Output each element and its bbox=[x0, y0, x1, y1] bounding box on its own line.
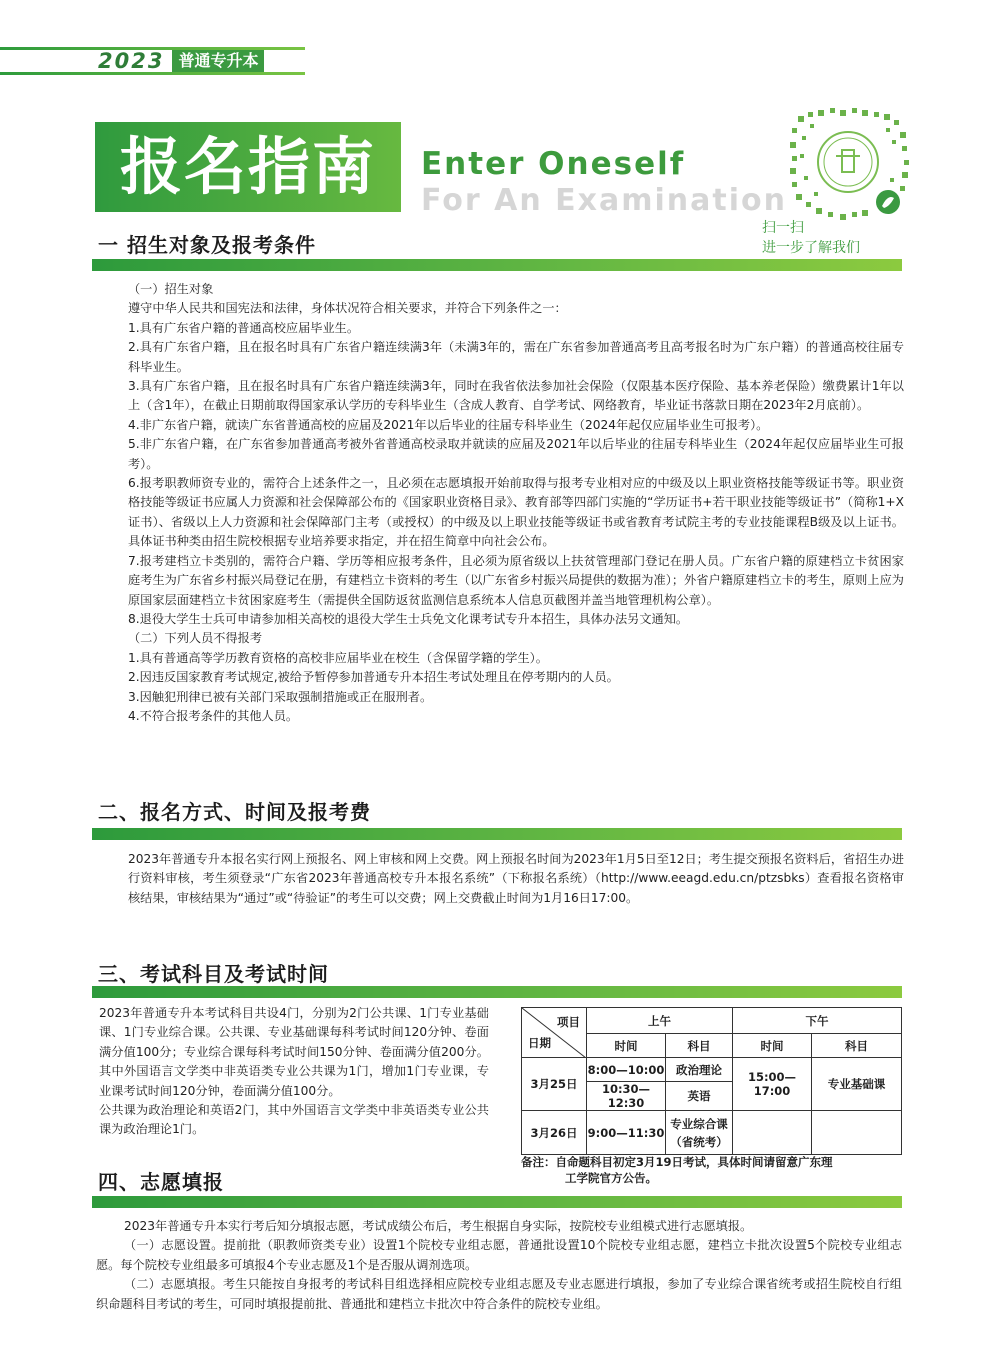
paragraph: 4.不符合报考条件的其他人员。 bbox=[128, 708, 299, 723]
table-note-line: 工学院官方公告。 bbox=[565, 1171, 657, 1185]
section1-heading: 一 招生对象及报考条件 bbox=[98, 233, 316, 257]
table-subject-cell: 英语 bbox=[666, 1082, 733, 1111]
paragraph: 2.因违反国家教育考试规定,被给予暂停参加普通专升本招生考试处理且在停考期内的人员。 bbox=[128, 670, 619, 685]
paragraph: 5.非广东省户籍，在广东省参加普通高考被外省普通高校录取并就读的应届及2021年以后毕业的往届专科毕业生（2024年起仅应届毕业生可报考）。 bbox=[128, 437, 904, 471]
table-time-cell: 9:00—11:30 bbox=[587, 1111, 666, 1155]
table-empty-cell bbox=[733, 1111, 812, 1155]
table-col-time: 时间 bbox=[733, 1034, 812, 1058]
paragraph: 8.退役大学生士兵可申请参加相关高校的退役大学生士兵免文化课考试专升本招生，具体办法另文通知。 bbox=[128, 611, 689, 626]
qr-code[interactable] bbox=[790, 106, 910, 222]
table-date-cell: 3月25日 bbox=[522, 1058, 587, 1111]
paragraph: 7.报考建档立卡类别的，需符合户籍、学历等相应报考条件，且必须为原省级以上扶贫管理部门登记在册人员。广东省户籍的原建档立卡贫困家庭考生为广东省乡村振兴局登记在册，有建档立卡资料的考生（以广东省乡村振兴局提供的数据为准）；外省户籍原建档立卡的考生，原则上应为原国家层面建档立卡贫困家庭考生（需提供全国防返贫监测信息系统本人信息页截图并盖当地管理机构公章）。 bbox=[128, 553, 904, 607]
section2-heading: 二、报名方式、时间及报考费 bbox=[98, 800, 371, 824]
qr-caption-learn-more: 进一步了解我们 bbox=[762, 240, 860, 256]
paragraph: 2023年普通专升本实行考后知分填报志愿，考试成绩公布后，考生根据自身实际，按院校专业组模式进行志愿填报。 bbox=[124, 1219, 753, 1233]
paragraph: （二）志愿填报。考生只能按自身报考的考试科目组选择相应院校专业组志愿及专业志愿进行填报，参加了专业综合课省统考或招生院校自行组织命题科目考试的考生，可同时填报提前批、普通批和建档立卡批次中符合条件的院校专业组。 bbox=[96, 1277, 902, 1311]
table-time-cell: 15:00—17:00 bbox=[733, 1058, 812, 1111]
qr-code-graphic bbox=[790, 106, 910, 222]
table-subject-cell: 专业基础课 bbox=[812, 1058, 902, 1111]
table-col-time: 时间 bbox=[587, 1034, 666, 1058]
section1-body bbox=[128, 280, 904, 726]
section4-body bbox=[96, 1217, 902, 1314]
table-subject-line: （省统考） bbox=[670, 1134, 728, 1149]
qr-caption-scan: 扫一扫 bbox=[762, 220, 804, 236]
table-time-cell: 10:30—12:30 bbox=[587, 1082, 666, 1111]
table-date-cell: 3月26日 bbox=[522, 1111, 587, 1155]
table-header-am: 上午 bbox=[587, 1008, 733, 1034]
table-corner-top: 项目 bbox=[557, 1015, 580, 1029]
table-col-subject: 科目 bbox=[666, 1034, 733, 1058]
header-tag bbox=[98, 50, 264, 72]
table-corner-bottom: 日期 bbox=[528, 1036, 551, 1050]
section1-bar bbox=[92, 259, 902, 271]
paragraph: （一）志愿设置。提前批（职教师资类专业）设置1个院校专业组志愿，普通批设置10个院校专业组志愿，建档立卡批次设置5个院校专业组志愿。每个院校专业组最多可填报4个专业志愿及1个是否服从调剂选项。 bbox=[96, 1238, 902, 1272]
paragraph: 2023年普通专升本报名实行网上预报名、网上审核和网上交费。网上预报名时间为2023年1月5日至12日；考生提交预报名资料后，省招生办进行资料审核，考生须登录“广东省2023年普通高校专升本报名系统”（下称报名系统）（http://www.eeagd.edu.cn/ptzsbks）查看报名资格审核结果，审核结果为“通过”或“待验证”的考生可以交费；网上交费截止时间为1月16日17:00。 bbox=[128, 852, 904, 905]
paragraph: （一）招生对象 bbox=[128, 282, 214, 296]
header-subtitle: 普通专升本 bbox=[172, 50, 264, 72]
page-title: 报名指南 bbox=[119, 130, 376, 203]
paragraph: 3.具有广东省户籍，且在报名时具有广东省户籍连续满3年，同时在我省依法参加社会保险（仅限基本医疗保险、基本养老保险）缴费累计1年以上（含1年），在截止日期前取得国家承认学历的专科毕业生（含成人教育、自学考试、网络教育，毕业证书落款日期在2023年2月底前）。 bbox=[128, 379, 904, 413]
table-empty-cell bbox=[812, 1111, 902, 1155]
table-subject-cell bbox=[666, 1111, 733, 1155]
paragraph: 1.具有普通高等学历教育资格的高校非应届毕业在校生（含保留学籍的学生）。 bbox=[128, 650, 548, 665]
paragraph: 3.因触犯刑律已被有关部门采取强制措施或正在服刑者。 bbox=[128, 689, 433, 704]
exam-schedule-table bbox=[521, 1007, 902, 1155]
table-col-subject: 科目 bbox=[812, 1034, 902, 1058]
paragraph: 1.具有广东省户籍的普通高校应届毕业生。 bbox=[128, 320, 360, 335]
table-header-pm: 下午 bbox=[733, 1008, 902, 1034]
section2-bar bbox=[92, 828, 902, 840]
paragraph: 6.报考职教师资专业的，需符合上述条件之一，且必须在志愿填报开始前取得与报考专业相对应的中级及以上职业资格技能等级证书等。职业资格技能等级证书应属人力资源和社会保障部公布的《国家职业资格目录》、教育部等四部门实施的“学历证书+若干职业技能等级证书”（简称1+X证书）、省级以上人力资源和社会保障部门主考（或授权）的中级及以上职业技能等级证书或省教育考试院主考的专业技能课程B级及以上证书。具体证书种类由招生院校根据专业培养要求指定，并在招生简章中向社会公布。 bbox=[128, 476, 904, 549]
section4-heading: 四、志愿填报 bbox=[98, 1170, 224, 1194]
paragraph: 4.非广东省户籍，就读广东省普通高校的应届及2021年以后毕业的往届专科毕业生（2024年起仅应届毕业生可报考）。 bbox=[128, 417, 769, 432]
section3-heading: 三、考试科目及考试时间 bbox=[98, 962, 329, 986]
table-corner-cell bbox=[522, 1008, 587, 1058]
header-year: 2023 bbox=[98, 49, 165, 73]
english-title-line1: Enter Oneself bbox=[421, 146, 686, 182]
section4-bar bbox=[92, 1196, 902, 1208]
table-subject-cell: 政治理论 bbox=[666, 1058, 733, 1082]
table-note bbox=[521, 1154, 906, 1186]
section3-bar bbox=[92, 986, 902, 998]
paragraph: 2023年普通专升本考试科目共设4门，分别为2门公共课、1门专业基础课、1门专业综合课。公共课、专业基础课每科考试时间120分钟、卷面满分值100分；专业综合课每科考试时间150分钟、卷面满分值200分。其中外国语言文学类中非英语类专业公共课为1门，增加1门专业课，专业课考试时间120分钟，卷面满分值100分。 bbox=[99, 1006, 489, 1098]
section2-body bbox=[128, 850, 904, 908]
paragraph: 遵守中华人民共和国宪法和法律，身体状况符合相关要求，并符合下列条件之一： bbox=[128, 301, 567, 316]
table-subject-line: 专业综合课 bbox=[670, 1116, 728, 1131]
table-note-line: 备注：自命题科目初定3月19日考试，具体时间请留意广东理 bbox=[521, 1155, 833, 1169]
paragraph: 公共课为政治理论和英语2门，其中外国语言文学类中非英语类专业公共课为政治理论1门。 bbox=[99, 1103, 489, 1137]
paragraph: （二）下列人员不得报考 bbox=[128, 631, 263, 646]
english-title-line2: For An Examination bbox=[421, 183, 787, 218]
paragraph: 2.具有广东省户籍，且在报名时具有广东省户籍连续满3年（未满3年的，需在广东省参加普通高考且高考报名时为广东户籍）的普通高校往届专科毕业生。 bbox=[128, 340, 904, 374]
section3-body bbox=[99, 1004, 489, 1140]
table-time-cell: 8:00—10:00 bbox=[587, 1058, 666, 1082]
